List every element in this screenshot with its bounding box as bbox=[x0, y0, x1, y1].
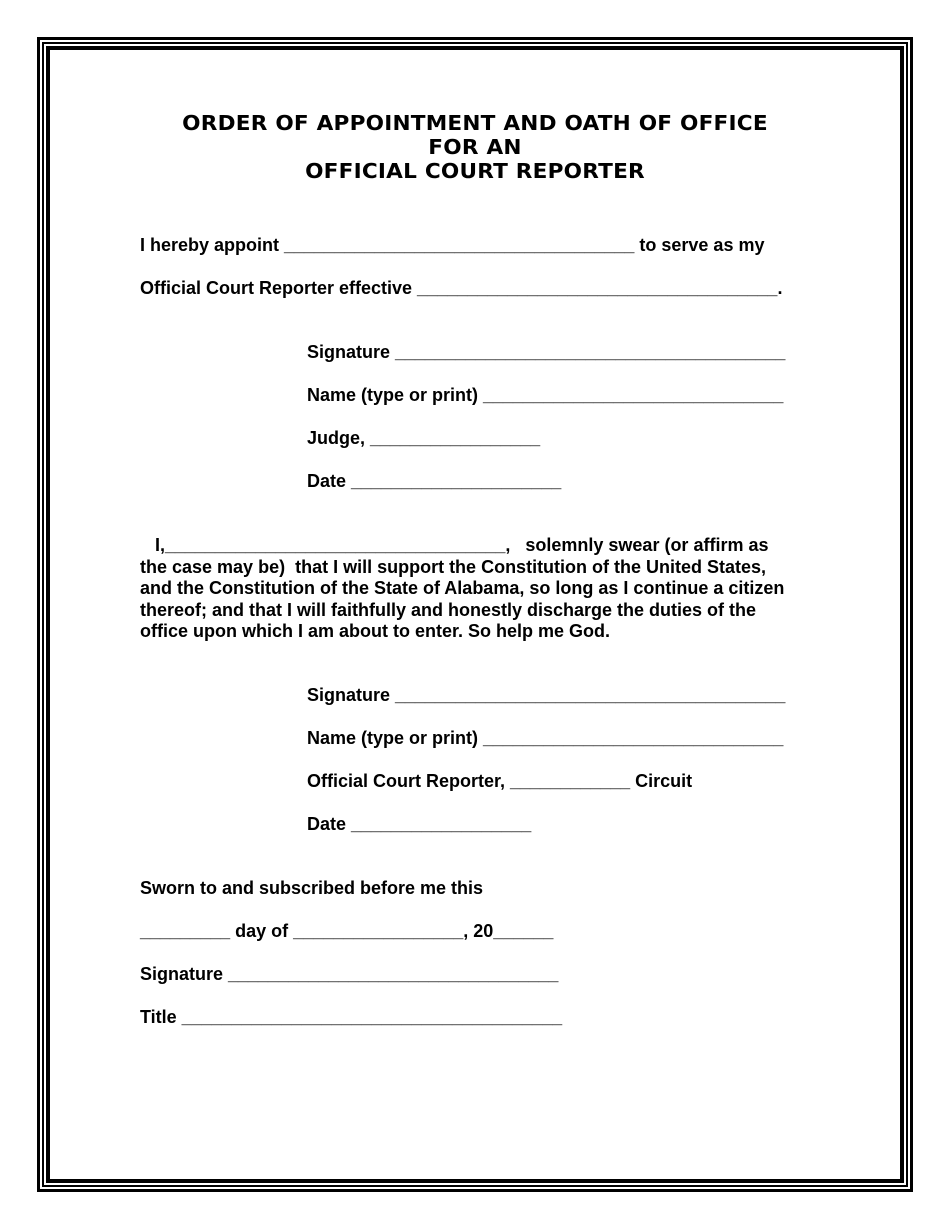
oath-paragraph bbox=[140, 535, 830, 643]
judge-date-line: Date _____________________ bbox=[307, 471, 562, 491]
oath-line-5: office upon which I am about to enter. So help me God. bbox=[140, 621, 611, 641]
judge-title-line: Judge, _________________ bbox=[307, 428, 541, 448]
title-line-2: FOR AN bbox=[428, 135, 522, 159]
oath-line-4: thereof; and that I will faithfully and honestly discharge the duties of the bbox=[140, 599, 757, 620]
judge-name-line: Name (type or print) ______________________________ bbox=[307, 385, 784, 405]
document-title bbox=[0, 111, 950, 183]
appointment-line-1: I hereby appoint ___________________________________ to serve as my bbox=[140, 235, 765, 255]
sworn-signature-line: Signature _________________________________ bbox=[140, 964, 559, 984]
oath-line-3: and the Constitution of the State of Alabama, so long as I continue a citizen bbox=[140, 578, 785, 598]
reporter-circuit-line: Official Court Reporter, ____________ Circuit bbox=[307, 771, 693, 791]
sworn-title-line: Title ______________________________________ bbox=[140, 1007, 563, 1027]
reporter-name-line: Name (type or print) ______________________________ bbox=[307, 728, 784, 748]
reporter-signature-line: Signature _______________________________________ bbox=[307, 685, 786, 705]
oath-line-1: I,__________________________________, solemnly swear (or affirm as bbox=[140, 535, 769, 555]
title-line-1: ORDER OF APPOINTMENT AND OATH OF OFFICE bbox=[182, 111, 768, 135]
sworn-intro-line: Sworn to and subscribed before me this bbox=[140, 878, 484, 898]
oath-line-2: the case may be) that I will support the Constitution of the United States, bbox=[140, 556, 767, 577]
appointment-line-2: Official Court Reporter effective ____________________________________. bbox=[140, 278, 783, 298]
reporter-date-line: Date __________________ bbox=[307, 814, 532, 834]
title-line-3: OFFICIAL COURT REPORTER bbox=[305, 159, 645, 183]
sworn-date-line: _________ day of _________________, 20______ bbox=[140, 921, 554, 941]
judge-signature-line: Signature _______________________________________ bbox=[307, 342, 786, 362]
